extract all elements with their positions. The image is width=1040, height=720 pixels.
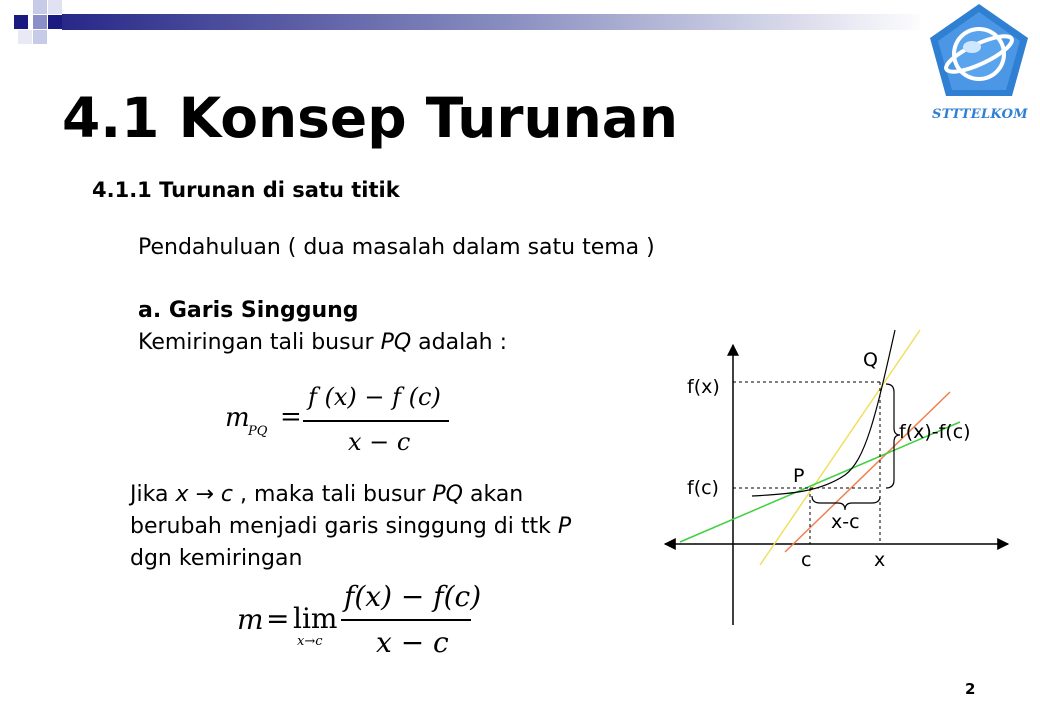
jika-akan: akan [463,482,524,507]
label-x: x [874,549,886,571]
formula2-lim-sub: x→c [297,634,323,649]
jika-c: c [220,482,233,507]
formula1-eq: = [280,402,302,432]
kemiringan-text [138,330,507,355]
label-run: x-c [831,511,860,533]
run-brace [812,496,880,510]
jika-p: P [557,514,572,539]
label-fc: f(c) [687,477,719,499]
tangent-graph [660,320,1020,640]
logo-text: STTTELKOM [932,107,1028,122]
label-c: c [801,549,812,571]
section-subtitle: 4.1.1 Turunan di satu titik [92,178,400,202]
formula1-fraction-bar [303,420,449,422]
formula1-numerator: f (x) − f (c) [308,383,441,411]
jika-x: x [175,482,189,507]
intro-text: Pendahuluan ( dua masalah dalam satu tema ) [138,235,655,260]
formula2-fraction-bar [341,619,471,621]
jika-pq: PQ [432,482,463,507]
kemiringan-pre: Kemiringan tali busur [138,330,381,355]
label-p: P [793,465,805,487]
formula2-eq: = [266,602,290,635]
formula2-lim: lim [293,602,338,635]
section-heading: a. Garis Singgung [138,298,359,323]
formula2-denominator: x − c [376,626,449,659]
jika-line-2 [130,514,571,539]
rise-brace [886,384,900,488]
formula1-sub: PQ [248,424,268,439]
kemiringan-pq: PQ [380,330,412,355]
label-fx: f(x) [687,376,720,398]
formula1-denominator: x − c [348,428,411,456]
page-title: 4.1 Konsep Turunan [62,86,679,150]
jika-line-3: dgn kemiringan [130,546,303,571]
secant-line [785,392,950,552]
header-decoration [0,0,930,60]
formula1-lhs: m [225,403,250,433]
label-rise: f(x)-f(c) [899,421,971,443]
jika-text: Jika [130,482,176,507]
arrow-icon: → [188,482,221,507]
formula2-numerator: f(x) − f(c) [344,580,482,613]
label-q: Q [863,349,878,371]
jika-line-1 [130,482,523,507]
kemiringan-post: adalah : [411,330,508,355]
jika-text-b: , maka tali busur [233,482,433,507]
jika-text-c: berubah menjadi garis singgung di ttk [130,514,558,539]
formula2-lhs: m [237,603,264,636]
page-number: 2 [965,680,976,698]
